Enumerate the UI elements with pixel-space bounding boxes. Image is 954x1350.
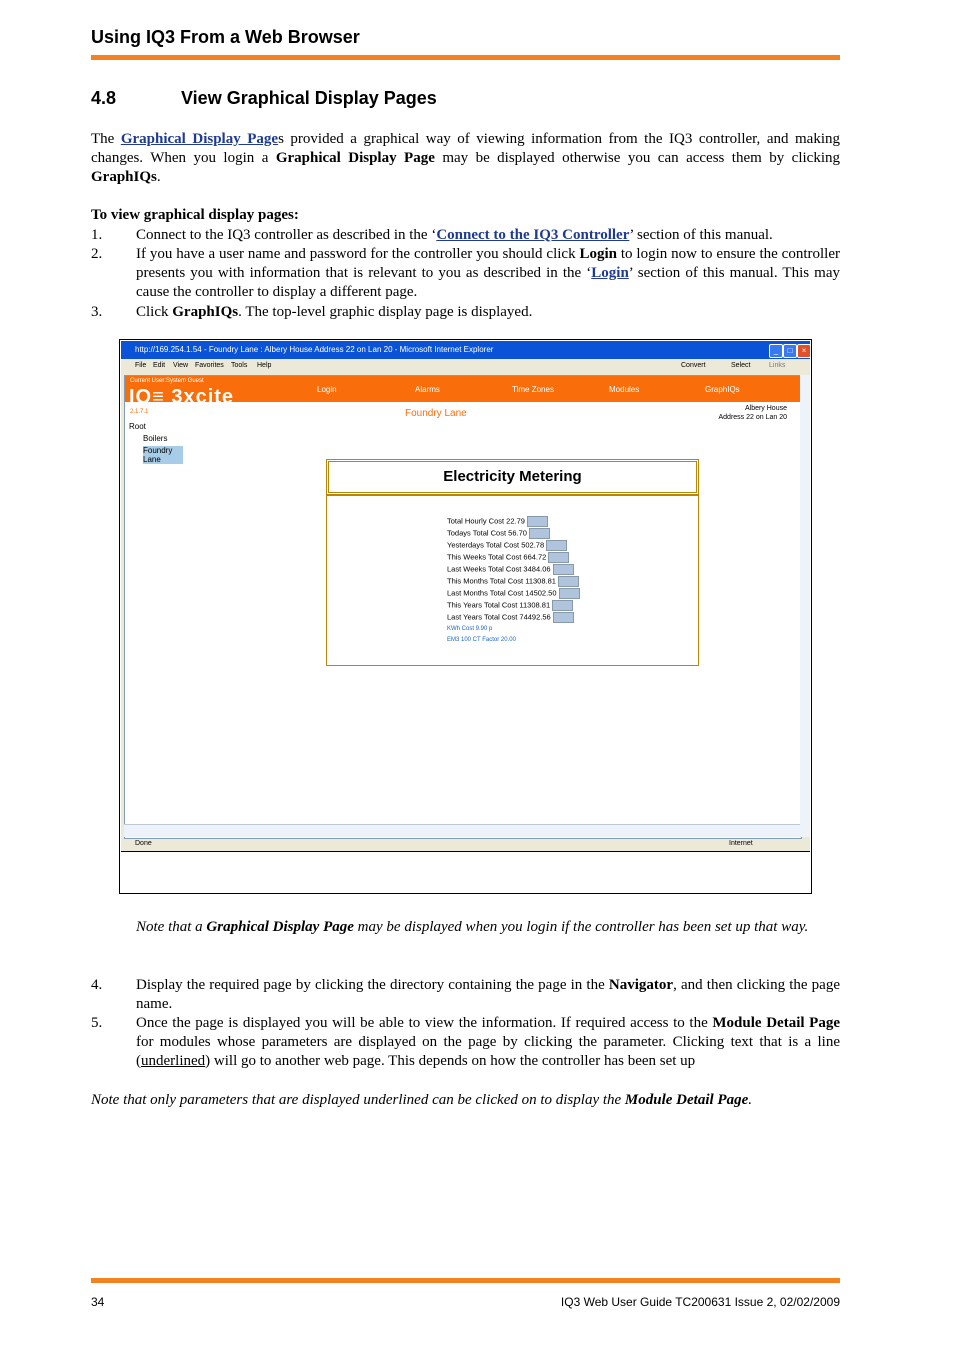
step-2: 2. If you have a user name and password for the controller you should click Login to login now to ensure the controller presents you with information that is relevant to you as described in the ‘Login’ section of this manual. This may cause the controller to display a different page. <box>91 246 840 300</box>
site-address: Albery House Address 22 on Lan 20 <box>718 405 787 421</box>
chart-icon[interactable] <box>546 540 567 551</box>
menu-edit[interactable]: Edit <box>153 362 166 369</box>
note-login-display: Note that a Graphical Display Page may be displayed when you login if the controller has been set up that way. <box>136 919 809 935</box>
nav-modules[interactable]: Modules <box>609 385 640 394</box>
status-zone: Internet <box>729 840 753 847</box>
convert-button[interactable]: Convert <box>681 362 706 369</box>
footer-rule <box>91 1278 840 1283</box>
chart-icon[interactable] <box>527 516 548 527</box>
step-3: 3. Click GraphIQs. The top-level graphic display page is displayed. <box>91 304 533 320</box>
metric-row[interactable]: Last Weeks Total Cost 3484.06 <box>447 564 574 575</box>
menu-file[interactable]: File <box>135 362 147 369</box>
step-1: 1. Connect to the IQ3 controller as described in the ‘Connect to the IQ3 Controller’ section of this manual. <box>91 227 773 243</box>
graphical-display-page-link[interactable]: Graphical Display Page <box>120 131 279 147</box>
chart-icon[interactable] <box>553 564 574 575</box>
procedure-title: To view graphical display pages: <box>91 207 299 223</box>
chart-icon[interactable] <box>552 600 573 611</box>
ie-menu-bar <box>121 359 810 373</box>
metric-row[interactable]: This Months Total Cost 11308.81 <box>447 576 579 587</box>
horizontal-scrollbar[interactable] <box>124 824 800 837</box>
header-rule <box>91 55 840 60</box>
chart-icon[interactable] <box>548 552 569 563</box>
close-icon[interactable]: × <box>797 344 810 358</box>
menu-help[interactable]: Help <box>257 362 272 369</box>
browser-screenshot <box>119 339 812 894</box>
tree-root[interactable]: Root <box>129 422 146 431</box>
current-user: Current User:System Guest <box>130 378 204 384</box>
nav-time-zones[interactable]: Time Zones <box>512 385 554 394</box>
metric-row[interactable]: Yesterdays Total Cost 502.78 <box>447 540 567 551</box>
version-label: 2.1.7.1 <box>130 409 149 415</box>
step-5: 5. Once the page is displayed you will be able to view the information. If required access to the Module Detail Page for modules whose parameters are displayed on the page by clicking the parameter. Clicking text that is a line (underlined) will go to another web page. This depends on how the controller has been set up <box>91 1015 840 1069</box>
tree-item-boilers[interactable]: Boilers <box>143 434 168 443</box>
ct-factor-link[interactable]: EM3 100 CT Factor 20.00 <box>447 637 516 643</box>
minimize-icon[interactable]: _ <box>769 344 783 358</box>
navigator-tree <box>129 422 183 464</box>
intro-paragraph: The Graphical Display Pages provided a graphical way of viewing information from the IQ3 controller, and making changes. When you login a Graphical Display Page may be displayed otherwise you can access them by clicking GraphIQs. <box>91 131 841 185</box>
metering-title: Electricity Metering <box>328 461 697 493</box>
metric-row[interactable]: Last Years Total Cost 74492.56 <box>447 612 574 623</box>
page-title: Foundry Lane <box>405 408 467 419</box>
tree-item-foundry-lane[interactable]: Foundry Lane <box>143 446 183 464</box>
metric-row[interactable]: This Weeks Total Cost 664.72 <box>447 552 569 563</box>
running-header: Using IQ3 From a Web Browser <box>91 27 360 47</box>
menu-view[interactable]: View <box>173 362 189 369</box>
document-id: IQ3 Web User Guide TC200631 Issue 2, 02/02/2009 <box>560 1295 840 1309</box>
nav-login[interactable]: Login <box>317 385 337 394</box>
web-page <box>124 375 802 839</box>
maximize-icon[interactable]: □ <box>783 344 797 358</box>
chart-icon[interactable] <box>529 528 550 539</box>
metering-values-panel <box>326 495 699 666</box>
ie-title-bar: http://169.254.1.54 - Foundry Lane : Albery House Address 22 on Lan 20 - Microsoft Internet Explorer _ □ × <box>121 341 810 359</box>
connect-link[interactable]: Connect to the IQ3 Controller <box>436 227 630 243</box>
page-number: 34 <box>91 1295 105 1309</box>
metering-header-panel <box>326 459 699 495</box>
select-button[interactable]: Select <box>731 362 751 369</box>
vertical-scrollbar[interactable] <box>800 375 810 837</box>
section-number: 4.8 <box>91 88 117 108</box>
metric-row[interactable]: Total Hourly Cost 22.79 <box>447 516 548 527</box>
nav-graphiqs[interactable]: GraphIQs <box>705 385 740 394</box>
menu-favorites[interactable]: Favorites <box>195 362 224 369</box>
ie-status-bar <box>121 837 810 851</box>
section-title: View Graphical Display Pages <box>181 88 437 108</box>
links-button[interactable]: Links <box>769 362 786 369</box>
kwh-cost-link[interactable]: KWh Cost 9.90 p <box>447 626 493 632</box>
iq3-logo: IQ≡ 3xcite <box>129 386 235 408</box>
chart-icon[interactable] <box>558 576 579 587</box>
status-done: Done <box>135 840 152 847</box>
ie-window <box>121 341 810 852</box>
login-link[interactable]: Login <box>591 265 629 281</box>
metric-row[interactable]: Last Months Total Cost 14502.50 <box>447 588 580 599</box>
menu-tools[interactable]: Tools <box>231 362 248 369</box>
note-underlined-params: Note that only parameters that are displayed underlined can be clicked on to display the Module Detail Page. <box>91 1092 752 1108</box>
step-4: 4. Display the required page by clicking the directory containing the page in the Navigator, and then clicking the page name. <box>91 977 840 1012</box>
nav-alarms[interactable]: Alarms <box>415 385 440 394</box>
chart-icon[interactable] <box>559 588 580 599</box>
chart-icon[interactable] <box>553 612 574 623</box>
metric-row[interactable]: This Years Total Cost 11308.81 <box>447 600 573 611</box>
metric-row[interactable]: Todays Total Cost 56.70 <box>447 528 550 539</box>
